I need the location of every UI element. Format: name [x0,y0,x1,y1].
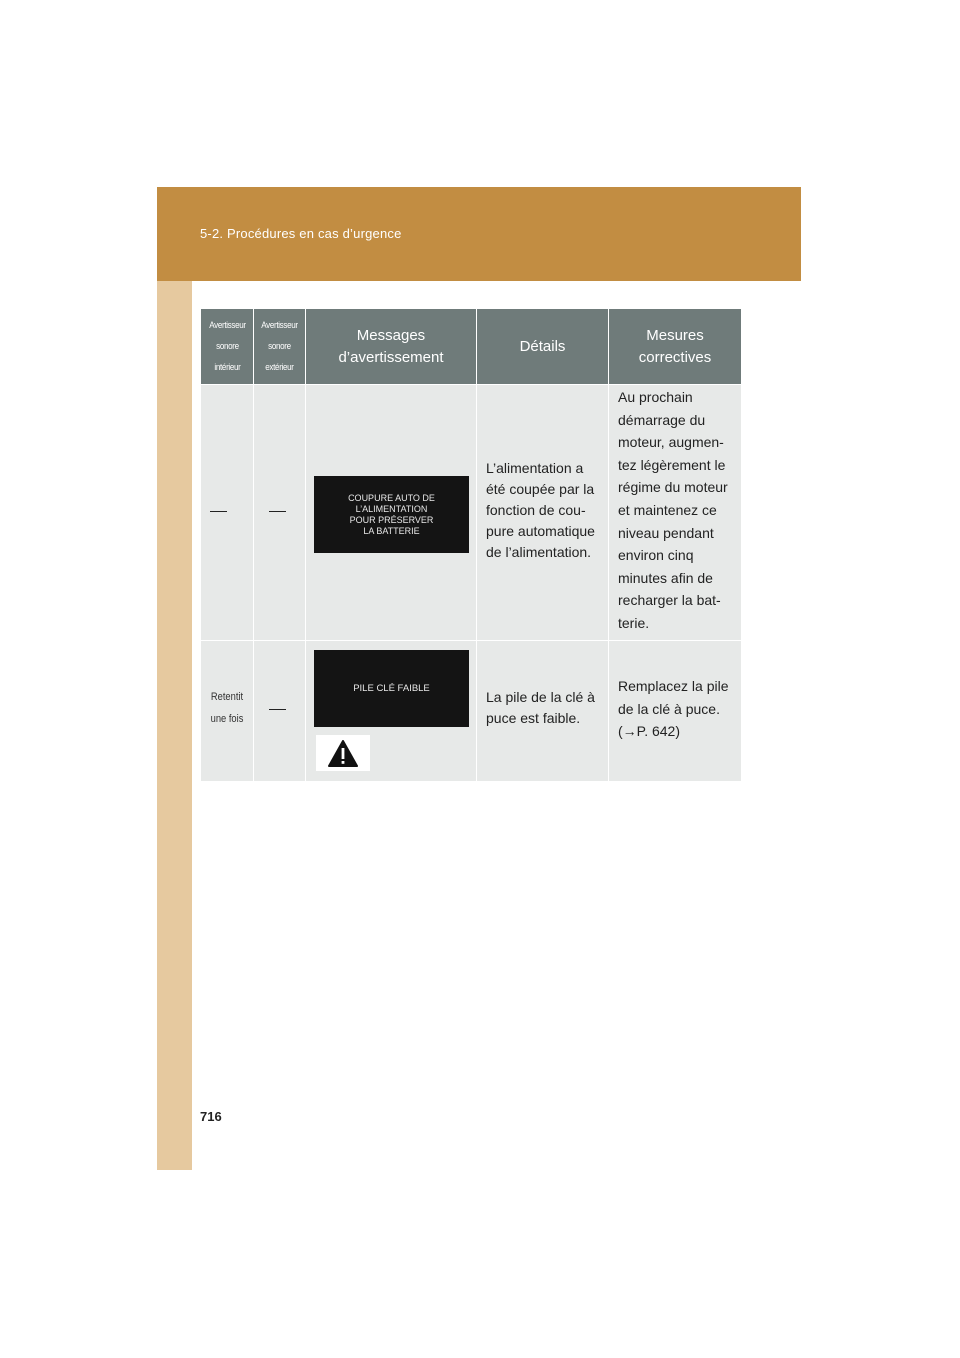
column-separator [476,309,477,781]
side-strip [157,187,192,1170]
none-dash [210,511,227,512]
section-title: 5-2. Procédures en cas d’urgence [200,226,402,241]
page-number: 716 [200,1109,222,1124]
none-dash [269,709,286,710]
header-exterior-buzzer: Avertisseur sonore extérieur [254,309,305,384]
column-separator [253,309,254,781]
buzzer-once: Retentit une fois [210,691,244,725]
warning-icon-box [316,735,370,771]
details-row-2: La pile de la clé à puce est faible. [486,689,595,726]
column-separator [305,309,306,781]
page-reference[interactable]: (→P. 642) [618,723,680,740]
corrective-row-1: Au prochain démarrage du moteur, augmen- tez légèrement le régime du moteur et maintenez ce niveau pendant environ cinq minutes afin de recharger la bat- terie. [618,389,728,631]
details-row-1: L’alimentation a été coupée par la fonction de cou- pure automatique de l’alimentation. [486,460,595,560]
none-dash [269,511,286,512]
row-separator [201,384,741,385]
warning-triangle-icon [316,735,370,771]
display-auto-power-off: COUPURE AUTO DE L’ALIMENTATION POUR PRÉSERVER LA BATTERIE [314,476,469,553]
row-separator [201,640,741,641]
warning-table [201,309,741,781]
display-key-battery-low: PILE CLÉ FAIBLE [314,650,469,727]
header-corrective: Mesures correctives [609,309,741,384]
column-separator [608,309,609,781]
corrective-row-2: Remplacez la pile de la clé à puce. (→P. 642) [618,675,729,743]
header-details: Détails [477,309,608,384]
header-messages: Messages d’avertissement [306,309,476,384]
header-interior-buzzer: Avertisseur sonore intérieur [201,309,253,384]
